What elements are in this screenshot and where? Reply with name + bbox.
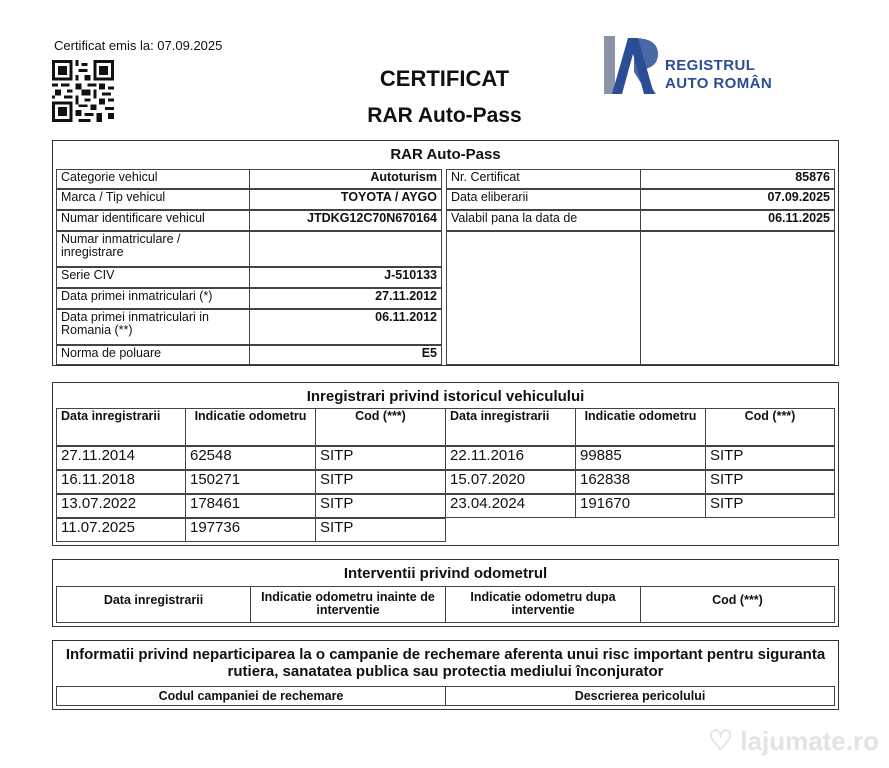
empty-cell-right	[640, 231, 835, 365]
history-cell: 11.07.2025	[56, 518, 186, 542]
recall-header-description: Descrierea pericolului	[445, 686, 835, 706]
history-header-odometer-2: Indicatie odometru	[575, 408, 706, 446]
history-cell: SITP	[315, 446, 446, 470]
history-cell: SITP	[315, 470, 446, 494]
history-section-title: Inregistrari privind istoricul vehiculului	[306, 388, 585, 405]
history-header-code-2: Cod (***)	[705, 408, 835, 446]
history-header-date-1: Data inregistrarii	[56, 408, 186, 446]
label-nr-certificat: Nr. Certificat	[446, 169, 641, 189]
label-norma-poluare: Norma de poluare	[56, 345, 250, 365]
history-cell: 197736	[185, 518, 316, 542]
heart-icon: ♡	[707, 725, 734, 756]
history-cell: SITP	[705, 446, 835, 470]
label-prima-inmatriculare-ro: Data primei inmatriculari in Romania (**)	[56, 309, 250, 345]
interventions-header-before: Indicatie odometru inainte de interventie	[250, 586, 446, 623]
value-prima-inmatriculare-ro: 06.11.2012	[249, 309, 442, 345]
interventions-header-after: Indicatie odometru dupa interventie	[445, 586, 641, 623]
value-vin: JTDKG12C70N670164	[249, 210, 442, 231]
history-cell: 150271	[185, 470, 316, 494]
value-inmatriculare	[249, 231, 442, 267]
value-categorie: Autoturism	[249, 169, 442, 189]
label-marca: Marca / Tip vehicul	[56, 189, 250, 210]
value-norma-poluare: E5	[249, 345, 442, 365]
history-cell: SITP	[705, 494, 835, 518]
value-marca: TOYOTA / AYGO	[249, 189, 442, 210]
label-prima-inmatriculare: Data primei inmatriculari (*)	[56, 288, 250, 309]
recall-section-title: Informatii privind neparticiparea la o campanie de rechemare aferenta unui risc important pentru siguranta rutiera, sanatatea publica sau protectia mediului înconjurator	[65, 646, 826, 680]
vehicle-section-title: RAR Auto-Pass	[390, 146, 501, 163]
history-cell: 23.04.2024	[445, 494, 576, 518]
logo-line-1: REGISTRUL	[665, 57, 756, 74]
certificate-subtitle: RAR Auto-Pass	[367, 104, 522, 127]
recall-header-code: Codul campaniei de rechemare	[56, 686, 446, 706]
history-cell: 99885	[575, 446, 706, 470]
rar-logo-icon	[604, 32, 664, 98]
history-cell: SITP	[315, 518, 446, 542]
history-header-code-1: Cod (***)	[315, 408, 446, 446]
history-cell: 162838	[575, 470, 706, 494]
label-data-eliberarii: Data eliberarii	[446, 189, 641, 210]
logo-line-2: AUTO ROMÂN	[665, 75, 773, 92]
history-cell: 15.07.2020	[445, 470, 576, 494]
value-prima-inmatriculare: 27.11.2012	[249, 288, 442, 309]
history-cell: 13.07.2022	[56, 494, 186, 518]
history-header-odometer-1: Indicatie odometru	[185, 408, 316, 446]
empty-cell-left	[446, 231, 641, 365]
value-valabil: 06.11.2025	[640, 210, 835, 231]
label-vin: Numar identificare vehicul	[56, 210, 250, 231]
interventions-section-title: Interventii privind odometrul	[343, 565, 548, 582]
history-cell: 178461	[185, 494, 316, 518]
history-cell: 22.11.2016	[445, 446, 576, 470]
value-data-eliberarii: 07.09.2025	[640, 189, 835, 210]
history-cell: 191670	[575, 494, 706, 518]
watermark	[708, 724, 879, 757]
interventions-header-code: Cod (***)	[640, 586, 835, 623]
rar-logo	[604, 32, 804, 98]
value-civ: J-510133	[249, 267, 442, 288]
history-cell: SITP	[315, 494, 446, 518]
history-cell: 27.11.2014	[56, 446, 186, 470]
label-categorie: Categorie vehicul	[56, 169, 250, 189]
certificate-title: CERTIFICAT	[379, 66, 510, 91]
label-civ: Serie CIV	[56, 267, 250, 288]
history-header-date-2: Data inregistrarii	[445, 408, 576, 446]
issue-date: Certificat emis la: 07.09.2025	[54, 38, 223, 53]
interventions-header-date: Data inregistrarii	[56, 586, 251, 623]
history-cell: 62548	[185, 446, 316, 470]
history-cell: 16.11.2018	[56, 470, 186, 494]
history-cell: SITP	[705, 470, 835, 494]
value-nr-certificat: 85876	[640, 169, 835, 189]
label-valabil: Valabil pana la data de	[446, 210, 641, 231]
label-inmatriculare: Numar inmatriculare / inregistrare	[56, 231, 250, 267]
watermark-text: lajumate.ro	[740, 726, 879, 756]
